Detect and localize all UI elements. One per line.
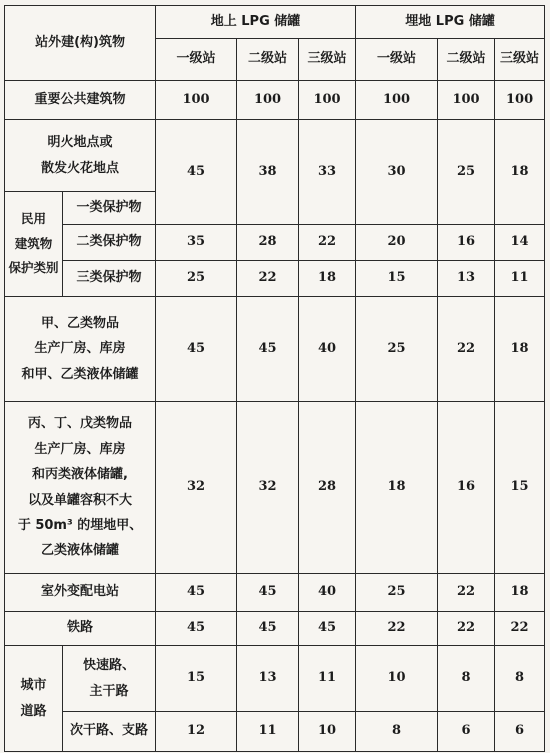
value-cell: 22 <box>438 574 495 612</box>
value-cell: 45 <box>156 574 237 612</box>
value-cell: 33 <box>299 120 356 225</box>
value-cell: 40 <box>299 297 356 402</box>
value-cell: 100 <box>156 81 237 120</box>
value-cell: 32 <box>237 402 299 574</box>
header-level: 三级站 <box>299 39 356 81</box>
value-cell: 18 <box>495 120 545 225</box>
value-cell: 12 <box>156 712 237 752</box>
value-cell: 11 <box>237 712 299 752</box>
value-cell: 11 <box>299 646 356 712</box>
value-cell: 25 <box>438 120 495 225</box>
header-level: 二级站 <box>237 39 299 81</box>
value-cell: 22 <box>438 612 495 646</box>
value-cell: 10 <box>356 646 438 712</box>
value-cell: 15 <box>356 261 438 297</box>
value-cell: 14 <box>495 225 545 261</box>
row-label-expressway-arterial: 快速路、 主干路 <box>63 646 156 712</box>
value-cell: 18 <box>299 261 356 297</box>
value-cell: 45 <box>156 120 237 225</box>
value-cell: 25 <box>356 297 438 402</box>
value-cell: 13 <box>237 646 299 712</box>
value-cell: 35 <box>156 225 237 261</box>
value-cell: 10 <box>299 712 356 752</box>
value-cell: 22 <box>237 261 299 297</box>
distance-table <box>4 5 545 752</box>
value-cell: 40 <box>299 574 356 612</box>
value-cell: 13 <box>438 261 495 297</box>
value-cell: 25 <box>156 261 237 297</box>
value-cell: 18 <box>495 574 545 612</box>
row-label-railway: 铁路 <box>5 612 156 646</box>
row-label-class-3-protected: 三类保护物 <box>63 261 156 297</box>
value-cell: 100 <box>299 81 356 120</box>
value-cell: 100 <box>438 81 495 120</box>
header-above-ground-lpg: 地上 LPG 储罐 <box>156 6 356 39</box>
header-buried-lpg: 埋地 LPG 储罐 <box>356 6 545 39</box>
value-cell: 30 <box>356 120 438 225</box>
row-label-secondary-branch-road: 次干路、支路 <box>63 712 156 752</box>
value-cell: 22 <box>495 612 545 646</box>
value-cell: 22 <box>438 297 495 402</box>
row-group-city-road: 城市 道路 <box>5 646 63 752</box>
value-cell: 8 <box>495 646 545 712</box>
value-cell: 45 <box>156 612 237 646</box>
value-cell: 100 <box>356 81 438 120</box>
value-cell: 100 <box>495 81 545 120</box>
value-cell: 45 <box>237 297 299 402</box>
value-cell: 28 <box>299 402 356 574</box>
value-cell: 22 <box>299 225 356 261</box>
row-label-outdoor-substation: 室外变配电站 <box>5 574 156 612</box>
value-cell: 6 <box>495 712 545 752</box>
value-cell: 18 <box>495 297 545 402</box>
value-cell: 11 <box>495 261 545 297</box>
value-cell: 16 <box>438 402 495 574</box>
row-label-class-1-protected: 一类保护物 <box>63 192 156 225</box>
header-level: 三级站 <box>495 39 545 81</box>
value-cell: 20 <box>356 225 438 261</box>
value-cell: 18 <box>356 402 438 574</box>
value-cell: 45 <box>237 574 299 612</box>
row-label-public-building: 重要公共建筑物 <box>5 81 156 120</box>
row-label-class-ab-goods: 甲、乙类物品 生产厂房、库房 和甲、乙类液体储罐 <box>5 297 156 402</box>
row-label-class-2-protected: 二类保护物 <box>63 225 156 261</box>
value-cell: 8 <box>356 712 438 752</box>
value-cell: 45 <box>237 612 299 646</box>
header-corner: 站外建(构)筑物 <box>5 6 156 81</box>
value-cell: 45 <box>156 297 237 402</box>
value-cell: 8 <box>438 646 495 712</box>
value-cell: 22 <box>356 612 438 646</box>
value-cell: 45 <box>299 612 356 646</box>
value-cell: 16 <box>438 225 495 261</box>
header-level: 一级站 <box>156 39 237 81</box>
row-group-civil-building: 民用 建筑物 保护类别 <box>5 192 63 297</box>
value-cell: 25 <box>356 574 438 612</box>
value-cell: 28 <box>237 225 299 261</box>
value-cell: 38 <box>237 120 299 225</box>
value-cell: 15 <box>495 402 545 574</box>
value-cell: 15 <box>156 646 237 712</box>
value-cell: 32 <box>156 402 237 574</box>
value-cell: 100 <box>237 81 299 120</box>
header-level: 一级站 <box>356 39 438 81</box>
header-level: 二级站 <box>438 39 495 81</box>
row-label-class-cde-goods: 丙、丁、戊类物品 生产厂房、库房 和丙类液体储罐, 以及单罐容积不大 于 50m³ 的埋地甲、 乙类液体储罐 <box>5 402 156 574</box>
value-cell: 6 <box>438 712 495 752</box>
row-label-open-flame: 明火地点或 散发火花地点 <box>5 120 156 192</box>
